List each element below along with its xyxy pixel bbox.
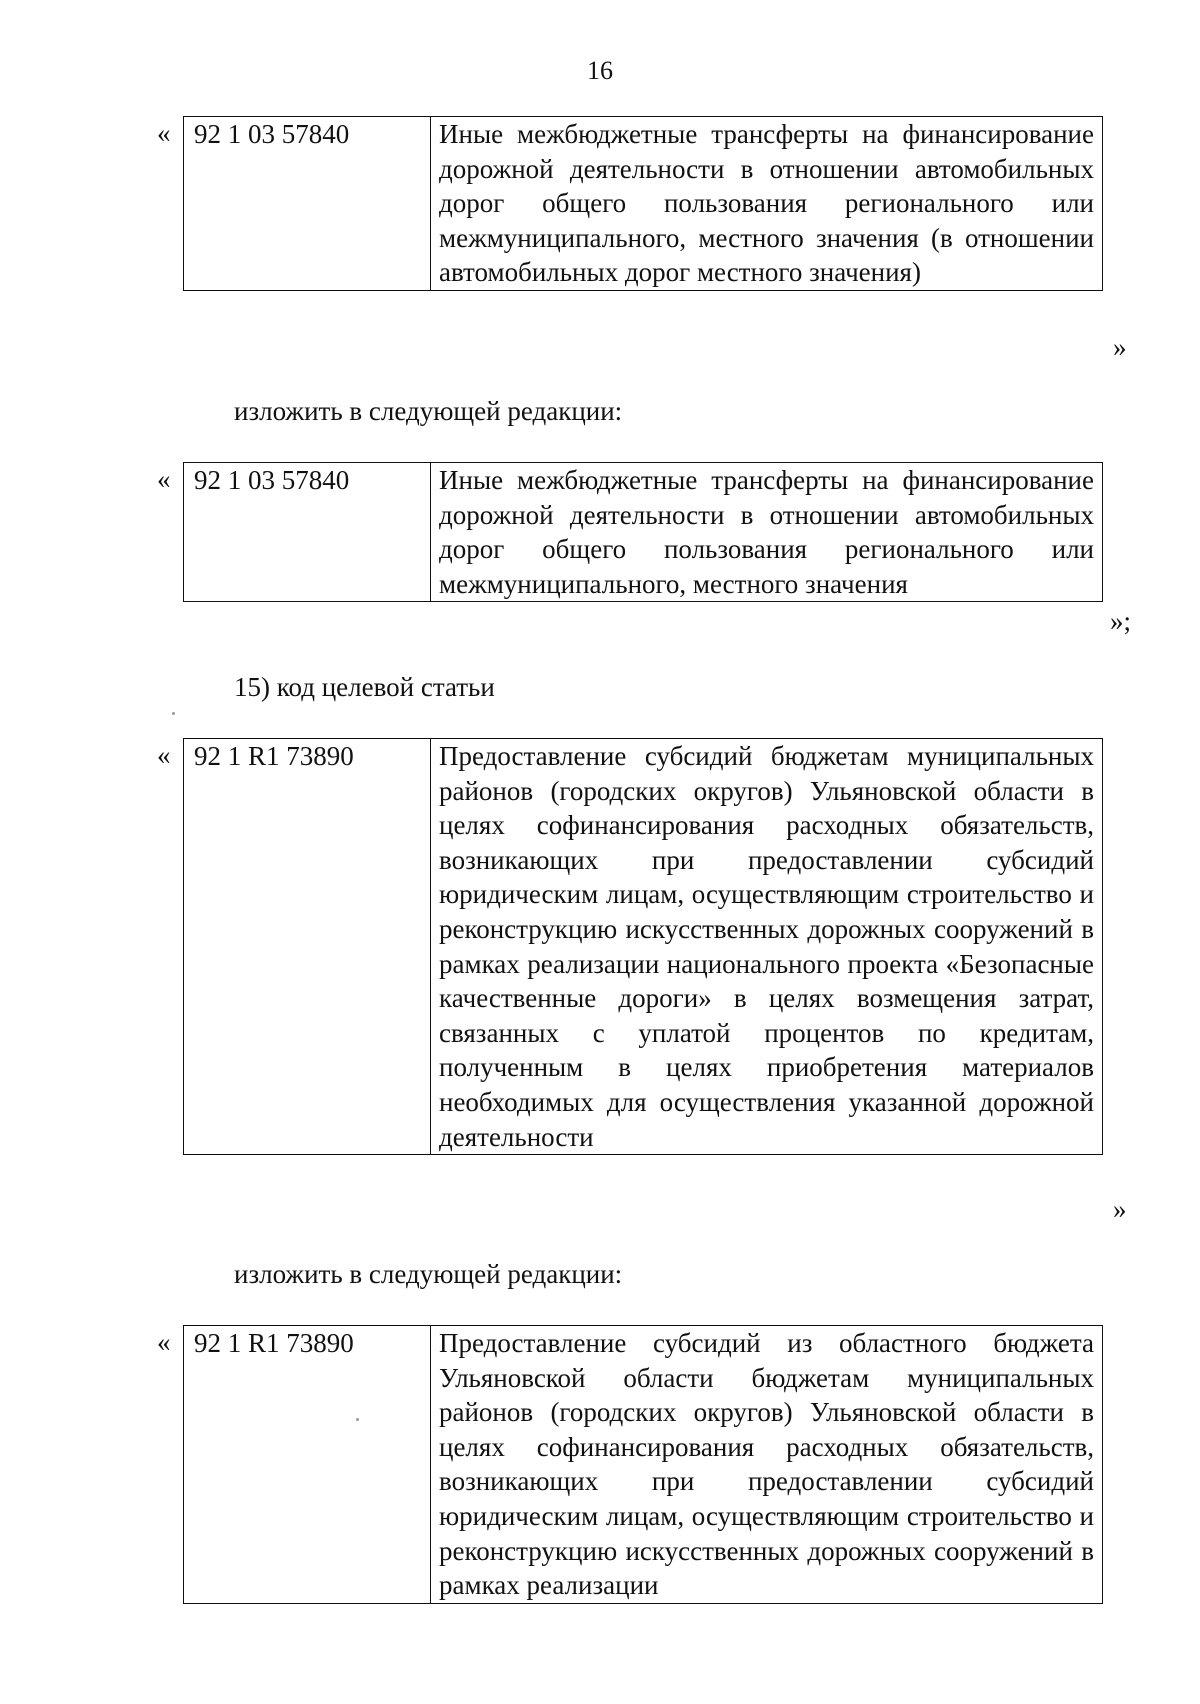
table-row bbox=[184, 463, 1103, 602]
target-article-description: Предоставление субсидий бюджетам муниципальных районов (городских округов) Ульяновской области в целях софинансирования расходных обязательств, возникающих при предоставлении субсидий юридическим лицам, осуществляющим строительство и реконструкцию искусственных дорожных сооружений в рамках реализации национального проекта «Безопасные качественные дороги» в целях возмещения затрат, связанных с уплатой процентов по кредитам, полученным в целях приобретения материалов необходимых для осуществления указанной дорожной деятельности bbox=[431, 739, 1103, 1155]
opening-quote: « bbox=[157, 1327, 171, 1357]
budget-code-table bbox=[183, 738, 1103, 1155]
target-article-code: 92 1 03 57840 bbox=[184, 117, 431, 291]
page-number: 16 bbox=[587, 56, 613, 85]
budget-code-table bbox=[183, 462, 1103, 602]
target-article-code: 92 1 R1 73890 bbox=[184, 739, 431, 1155]
target-article-code: 92 1 03 57840 bbox=[184, 463, 431, 602]
closing-quote: » bbox=[1113, 332, 1127, 362]
opening-quote: « bbox=[157, 118, 171, 148]
target-article-description: Иные межбюджетные трансферты на финансирование дорожной деятельности в отношении автомобильных дорог общего пользования регионального или межмуниципального, местного значения bbox=[431, 463, 1103, 602]
table-row bbox=[184, 1326, 1103, 1604]
scan-speck bbox=[356, 1418, 359, 1421]
table-row bbox=[184, 739, 1103, 1155]
table-row bbox=[184, 117, 1103, 291]
paragraph-edit-2: изложить в следующей редакции: bbox=[234, 1259, 623, 1289]
budget-code-table bbox=[183, 116, 1103, 291]
paragraph-item-15: 15) код целевой статьи bbox=[234, 672, 495, 702]
opening-quote: « bbox=[157, 740, 171, 770]
closing-quote: »; bbox=[1110, 606, 1132, 636]
budget-code-table bbox=[183, 1325, 1103, 1604]
closing-quote: » bbox=[1113, 1194, 1127, 1224]
opening-quote: « bbox=[157, 464, 171, 494]
paragraph-edit-1: изложить в следующей редакции: bbox=[234, 396, 623, 426]
scan-speck bbox=[172, 712, 175, 715]
target-article-description: Иные межбюджетные трансферты на финансирование дорожной деятельности в отношении автомобильных дорог общего пользования регионального или межмуниципального, местного значения (в отношении автомобильных дорог местного значения) bbox=[431, 117, 1103, 291]
target-article-description: Предоставление субсидий из областного бюджета Ульяновской области бюджетам муниципальных районов (городских округов) Ульяновской области в целях софинансирования расходных обязательств, возникающих при предоставлении субсидий юридическим лицам, осуществляющим строительство и реконструкцию искусственных дорожных сооружений в рамках реализации bbox=[431, 1326, 1103, 1604]
target-article-code: 92 1 R1 73890 bbox=[184, 1326, 431, 1604]
